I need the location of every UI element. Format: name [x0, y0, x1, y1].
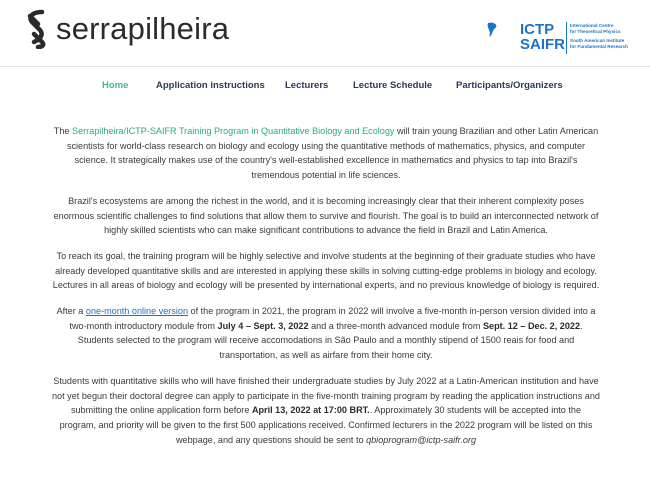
nav-item-application-instructions[interactable]: Application instructions — [156, 80, 265, 91]
nav-item-lecture-schedule[interactable]: Lecture Schedule — [353, 80, 433, 91]
ictp-title: ICTP — [520, 21, 555, 38]
saifr-subtitle: SAIFR — [520, 36, 565, 53]
intro-paragraph: The Serrapilheira/ICTP-SAIFR Training Program in Quantitative Biology and Ecology will train young Brazilian and other Latin American scientists for world-class research on biology and ecology using the quantitative methods of mathematics, physics, and computer science. It strategically makes use of the country's well-established excellence in mathematics and physics to tap into Brazil's tremendous potential in life sciences. — [53, 126, 599, 181]
partner-desc-line: South American Institute — [570, 38, 625, 43]
contact-email[interactable]: qbioprogram@ictp-saifr.org — [366, 434, 477, 445]
nav-item-home[interactable]: Home — [102, 80, 129, 91]
goal-paragraph: To reach its goal, the training program will be highly selective and involve students at the beginning of their graduate studies who have already developed quantitative skills and are interested in applying these skills in solving cutting-edge problems in biology and ecology. Lectures in all areas of biology and ecology will be presented by international experts, and no previous knowledge of biology is required. — [52, 250, 600, 291]
intro-module-dates: July 4 – Sept. 3, 2022 — [217, 320, 309, 331]
schedule-paragraph: After a one-month online version of the program in 2021, the program in 2022 will involve a five-month in-person version divided into a two-month introductory module from July 4 – Sept. 3, 2022 and a three-month advanced module from Sept. 12 – Dec. 2, 2022. Students selected to the program will receive accomodations in São Paulo and a monthly stipend of 1500 reais for food and transportation, as well as airfare from their home city. — [56, 306, 596, 361]
serrapilheira-logo-text[interactable]: serrapilheira — [56, 11, 230, 46]
partner-desc-line: International Centre — [570, 23, 614, 28]
partner-logo-divider — [566, 22, 567, 54]
main-content — [52, 124, 600, 458]
main-nav — [0, 80, 650, 94]
advanced-module-dates: Sept. 12 – Dec. 2, 2022 — [482, 320, 581, 331]
nav-item-participants-organizers[interactable]: Participants/Organizers — [456, 80, 563, 91]
partner-desc-line: for Theoretical Physics — [570, 29, 621, 34]
serrapilheira-logo-icon[interactable] — [24, 9, 48, 49]
eligibility-paragraph: Students with quantitative skills who will have finished their undergraduate studies by July 2022 at a Latin-American institution and have not yet begun their doctoral degree can apply to participate in the five-month training program by reading the application instructions and submitting the online application form before April 13, 2022 at 17:00 BRT.. Approximately 30 students will be accepted into the program, and priority will be given to the first 500 applications received. Confirmed lecturers in the 2022 program will be listed on this webpage, and any questions should be sent to qbioprogram@ictp-saifr.org — [52, 375, 600, 445]
ecosystems-paragraph: Brazil's ecosystems are among the richest in the world, and it is becoming increasingly clear that their inherent complexity poses enormous scientific challenges to find solutions that allow them to survive and flourish. The goal is to build an interconnected network of highly skilled scientists who can make significant contributions to advance the field in Brazil and Latin America. — [53, 195, 599, 236]
partner-desc-line: for Fundamental Research — [570, 44, 628, 49]
site-header — [0, 0, 650, 64]
application-deadline: April 13, 2022 at 17:00 BRT. — [251, 405, 370, 416]
nav-item-lecturers[interactable]: Lecturers — [285, 80, 329, 91]
program-name: Serrapilheira/ICTP-SAIFR Training Program in Quantitative Biology and Ecology — [72, 126, 395, 136]
header-divider — [0, 66, 650, 67]
online-version-link[interactable]: one-month online version — [85, 306, 189, 317]
